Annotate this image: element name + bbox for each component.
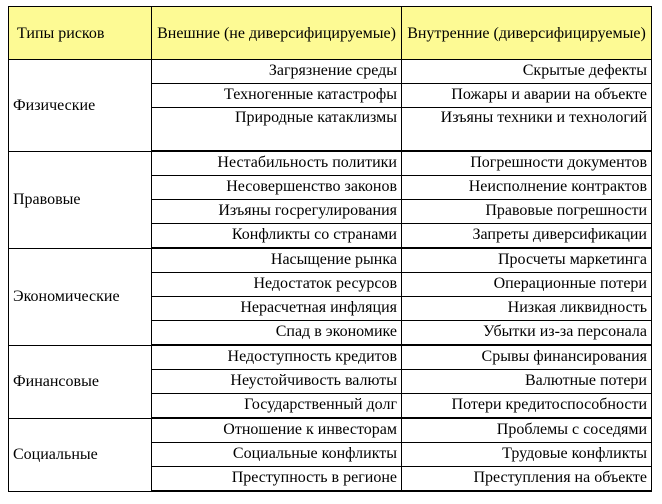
category-social: Социальные xyxy=(9,418,152,491)
internal-risk-cell: Низкая ликвидность xyxy=(402,297,652,321)
external-risk-cell: Социальные конфликты xyxy=(152,443,402,467)
category-physical: Физические xyxy=(9,60,152,152)
internal-risk-cell: Изъяны техники и технологий xyxy=(402,108,652,152)
external-risk-cell: Недостаток ресурсов xyxy=(152,273,402,297)
header-external: Внешние (не диверсифицируемые) xyxy=(152,7,402,60)
internal-risk-cell: Валютные потери xyxy=(402,370,652,394)
header-row xyxy=(9,7,652,60)
category-financial: Финансовые xyxy=(9,345,152,418)
internal-risk-cell: Запреты диверсификации xyxy=(402,224,652,249)
internal-risk-cell: Убытки из-за персонала xyxy=(402,321,652,346)
internal-risk-cell: Неисполнение контрактов xyxy=(402,176,652,200)
category-legal: Правовые xyxy=(9,151,152,248)
internal-risk-cell: Потери кредитоспособности xyxy=(402,394,652,419)
external-risk-cell: Конфликты со странами xyxy=(152,224,402,249)
internal-risk-cell: Проблемы с соседями xyxy=(402,418,652,443)
risk-types-table xyxy=(8,6,652,492)
external-risk-cell: Изъяны госрегулирования xyxy=(152,200,402,224)
internal-risk-cell: Скрытые дефекты xyxy=(402,60,652,84)
internal-risk-cell: Правовые погрешности xyxy=(402,200,652,224)
internal-risk-cell: Погрешности документов xyxy=(402,151,652,176)
external-risk-cell: Нестабильность политики xyxy=(152,151,402,176)
external-risk-cell: Недоступность кредитов xyxy=(152,345,402,370)
external-risk-cell: Природные катаклизмы xyxy=(152,108,402,152)
external-risk-cell: Государственный долг xyxy=(152,394,402,419)
external-risk-cell: Нерасчетная инфляция xyxy=(152,297,402,321)
header-risk-types: Типы рисков xyxy=(9,7,152,60)
external-risk-cell: Техногенные катастрофы xyxy=(152,84,402,108)
external-risk-cell: Несовершенство законов xyxy=(152,176,402,200)
table-row xyxy=(9,418,652,443)
internal-risk-cell: Пожары и аварии на объекте xyxy=(402,84,652,108)
external-risk-cell: Загрязнение среды xyxy=(152,60,402,84)
category-economic: Экономические xyxy=(9,248,152,345)
header-internal: Внутренние (диверсифицируемые) xyxy=(402,7,652,60)
table-row xyxy=(9,248,652,273)
table-row xyxy=(9,60,652,84)
table-row xyxy=(9,345,652,370)
external-risk-cell: Насыщение рынка xyxy=(152,248,402,273)
external-risk-cell: Преступность в регионе xyxy=(152,467,402,492)
table-row xyxy=(9,151,652,176)
internal-risk-cell: Просчеты маркетинга xyxy=(402,248,652,273)
external-risk-cell: Спад в экономике xyxy=(152,321,402,346)
external-risk-cell: Неустойчивость валюты xyxy=(152,370,402,394)
internal-risk-cell: Операционные потери xyxy=(402,273,652,297)
internal-risk-cell: Срывы финансирования xyxy=(402,345,652,370)
external-risk-cell: Отношение к инвесторам xyxy=(152,418,402,443)
internal-risk-cell: Трудовые конфликты xyxy=(402,443,652,467)
internal-risk-cell: Преступления на объекте xyxy=(402,467,652,492)
